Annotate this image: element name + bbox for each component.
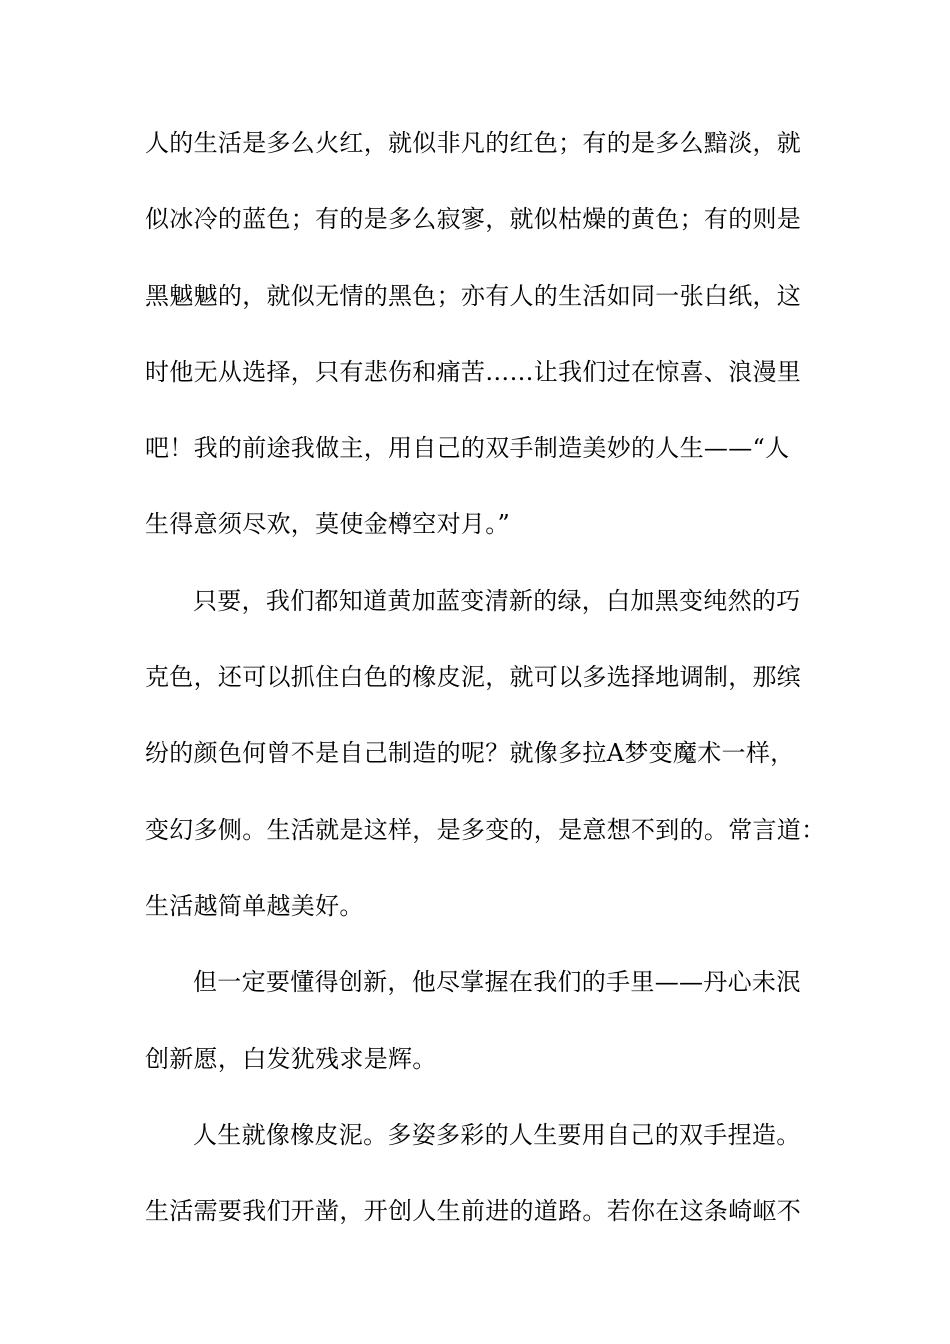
text-line: 时他无从选择，只有悲伤和痛苦……让我们过在惊喜、浪漫里 — [145, 357, 802, 386]
text-line: 人的生活是多么火红，就似非凡的红色；有的是多么黯淡，就 — [145, 129, 802, 157]
text-line: 创新愿，白发犹残求是辉。 — [145, 1044, 437, 1073]
paragraph-first-line: 但一定要懂得创新，他尽掌握在我们的手里——丹心未泯 — [193, 968, 801, 997]
document-body — [145, 125, 826, 1269]
text-line: 吧！我的前途我做主，用自己的双手制造美妙的人生——“人 — [145, 434, 790, 463]
text-line: 生得意须尽欢，莫使金樽空对月。” — [145, 510, 511, 539]
text-line: 生活越简单越美好。 — [145, 891, 364, 920]
text-line: 克色，还可以抓住白色的橡皮泥，就可以多选择地调制，那缤 — [145, 663, 802, 692]
text-line: 黑魆魆的，就似无情的黑色；亦有人的生活如同一张白纸，这 — [145, 281, 802, 310]
paragraph-first-line: 人生就像橡皮泥。多姿多彩的人生要用自己的双手捏造。 — [193, 1120, 801, 1149]
text-line: 纷的颜色何曾不是自己制造的呢？就像多拉A梦变魔术一样， — [145, 739, 795, 768]
text-line: 似冰冷的蓝色；有的是多么寂寥，就似枯燥的黄色；有的则是 — [145, 205, 802, 234]
text-line: 变幻多侧。生活就是这样，是多变的，是意想不到的。常言道： — [145, 815, 826, 844]
text-line: 生活需要我们开凿，开创人生前进的道路。若你在这条崎岖不 — [145, 1197, 802, 1226]
paragraph-first-line: 只要，我们都知道黄加蓝变清新的绿，白加黑变纯然的巧 — [193, 586, 801, 615]
